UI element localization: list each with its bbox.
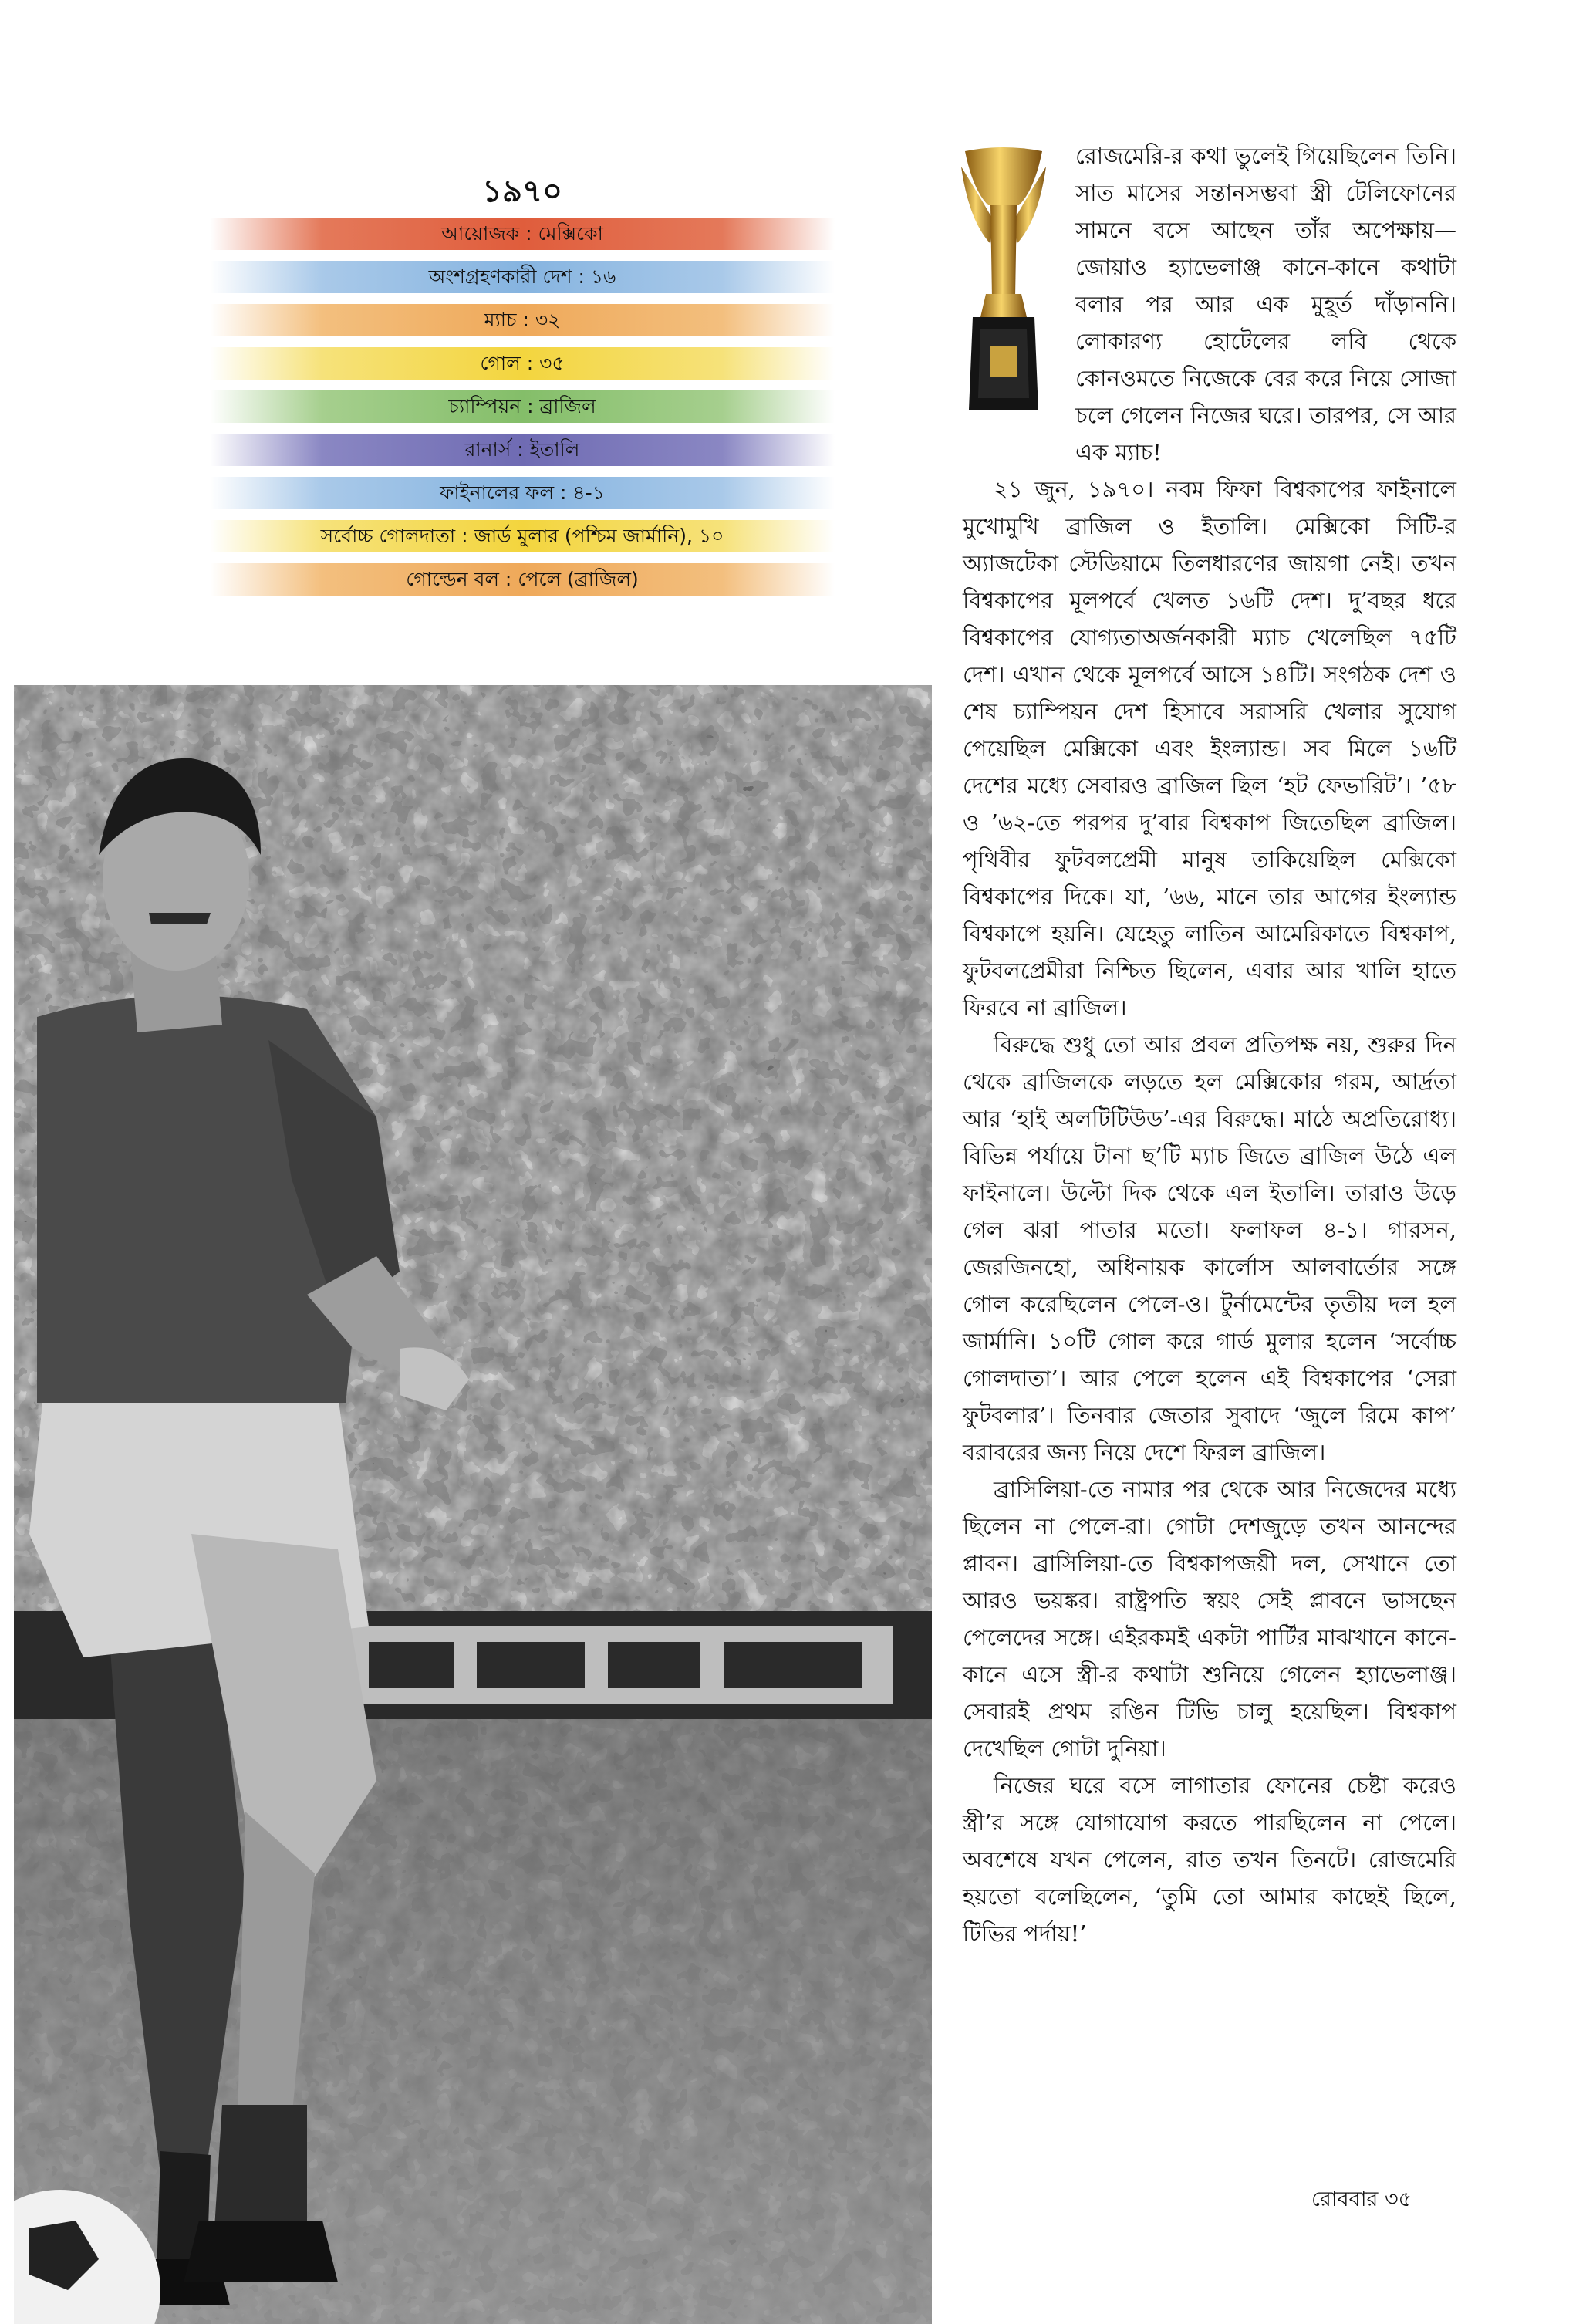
trophy-wrap-space (963, 137, 1075, 461)
footballer-photo (14, 685, 932, 2324)
stats-year: ১৯৭০ (482, 174, 562, 209)
stat-host: আয়োজক : মেক্সিকো (210, 218, 835, 250)
stat-runners-up: রানার্স : ইতালি (210, 434, 835, 466)
article-body (963, 137, 1456, 1952)
stat-golden-ball: গোল্ডেন বল : পেলে (ব্রাজিল) (210, 563, 835, 596)
stat-goals: গোল : ৩৫ (210, 347, 835, 380)
article-paragraph: ২১ জুন, ১৯৭০। নবম ফিফা বিশ্বকাপের ফাইনালে মুখোমুখি ব্রাজিল ও ইতালি। মেক্সিকো সিটি-র অ্যাজটেকা স্টেডিয়ামে তিলধারণের জায়গা নেই। তখন বিশ্বকাপের মূলপর্বে খেলত ১৬টি দেশ। দু’বছর ধরে বিশ্বকাপের যোগ্যতাঅর্জনকারী ম্যাচ খেলেছিল ৭৫টি দেশ। এখান থেকে মূলপর্বে আসে ১৪টি। সংগঠক দেশ ও শেষ চ্যাম্পিয়ন দেশ হিসাবে সরাসরি খেলার সুযোগ পেয়েছিল মেক্সিকো এবং ইংল্যান্ড। সব মিলে ১৬টি দেশের মধ্যে সেবারও ব্রাজিল ছিল ‘হট ফেভারিট’। ’৫৮ ও ’৬২-তে পরপর দু’বার বিশ্বকাপ জিতেছিল ব্রাজিল। পৃথিবীর ফুটবলপ্রেমী মানুষ তাকিয়েছিল মেক্সিকো বিশ্বকাপের দিকে। যা, ’৬৬, মানে তার আগের ইংল্যান্ড বিশ্বকাপে হয়নি। যেহেতু লাতিন আমেরিকাতে বিশ্বকাপ, ফুটবলপ্রেমীরা নিশ্চিত ছিলেন, এবার আর খালি হাতে ফিরবে না ব্রাজিল। (963, 476, 1456, 1021)
article-paragraph: নিজের ঘরে বসে লাগাতার ফোনের চেষ্টা করেও স্ত্রী’র সঙ্গে যোগাযোগ করতে পারছিলেন না পেলে। অবশেষে যখন পেলেন, রাত তখন তিনটে। রোজমেরি হয়তো বলেছিলেন, ‘তুমি তো আমার কাছেই ছিলে, টিভির পর্দায়!’ (963, 1772, 1456, 1947)
article-paragraph: বিরুদ্ধে শুধু তো আর প্রবল প্রতিপক্ষ নয়, শুরুর দিন থেকে ব্রাজিলকে লড়তে হল মেক্সিকোর গরম, আর্দ্রতা আর ‘হাই অলটিটিউড’-এর বিরুদ্ধে। মাঠে অপ্রতিরোধ্য। বিভিন্ন পর্যায়ে টানা ছ’টি ম্যাচ জিতে ব্রাজিল উঠে এল ফাইনালে। উল্টো দিক থেকে এল ইতালি। তারাও উড়ে গেল ঝরা পাতার মতো। ফলাফল ৪-১। গারসন, জেরজিনহো, অধিনায়ক কার্লোস আলবার্তোর সঙ্গে গোল করেছিলেন পেলে-ও। টুর্নামেন্টের তৃতীয় দল হল জার্মানি। ১০টি গোল করে গার্ড মুলার হলেন ‘সর্বোচ্চ গোলদাতা’। আর পেলে হলেন এই বিশ্বকাপের ‘সেরা ফুটবলার’। তিনবার জেতার সুবাদে ‘জুলে রিমে কাপ’ বরাবরের জন্য নিয়ে দেশে ফিরল ব্রাজিল। (963, 1032, 1456, 1465)
stat-top-scorer: সর্বোচ্চ গোলদাতা : জার্ড মুলার (পশ্চিম জার্মানি), ১০ (210, 520, 835, 552)
stat-teams: অংশগ্রহণকারী দেশ : ১৬ (210, 261, 835, 293)
stats-box (210, 171, 835, 606)
page-folio: রোববার ৩৫ (1311, 2187, 1412, 2211)
stat-champion: চ্যাম্পিয়ন : ব্রাজিল (210, 390, 835, 423)
stat-final-score: ফাইনালের ফল : ৪-১ (210, 477, 835, 509)
stat-matches: ম্যাচ : ৩২ (210, 304, 835, 336)
article-paragraph: ব্রাসিলিয়া-তে নামার পর থেকে আর নিজেদের মধ্যে ছিলেন না পেলে-রা। গোটা দেশজুড়ে তখন আনন্দের প্লাবন। ব্রাসিলিয়া-তে বিশ্বকাপজয়ী দল, সেখানে তো আরও ভয়ঙ্কর। রাষ্ট্রপতি স্বয়ং সেই প্লাবনে ভাসছেন পেলেদের সঙ্গে। এইরকমই একটা পার্টির মাঝখানে কানে-কানে এসে স্ত্রী-র কথাটা শুনিয়ে গেলেন হ্যাভেলাঞ্জ। সেবারই প্রথম রঙিন টিভি চালু হয়েছিল। বিশ্বকাপ দেখেছিল গোটা দুনিয়া। (963, 1476, 1456, 1762)
article-paragraph: রোজমেরি-র কথা ভুলেই গিয়েছিলেন তিনি। সাত মাসের সন্তানসম্ভবা স্ত্রী টেলিফোনের সামনে বসে আছেন তাঁর অপেক্ষায়—জোয়াও হ্যাভেলাঞ্জ কানে-কানে কথাটা বলার পর আর এক মুহূর্ত দাঁড়াননি। লোকারণ্য হোটেলের লবি থেকে কোনওমতে নিজেকে বের করে নিয়ে সোজা চলে গেলেন নিজের ঘরে। তারপর, সে আর এক ম্যাচ! (1075, 143, 1456, 465)
